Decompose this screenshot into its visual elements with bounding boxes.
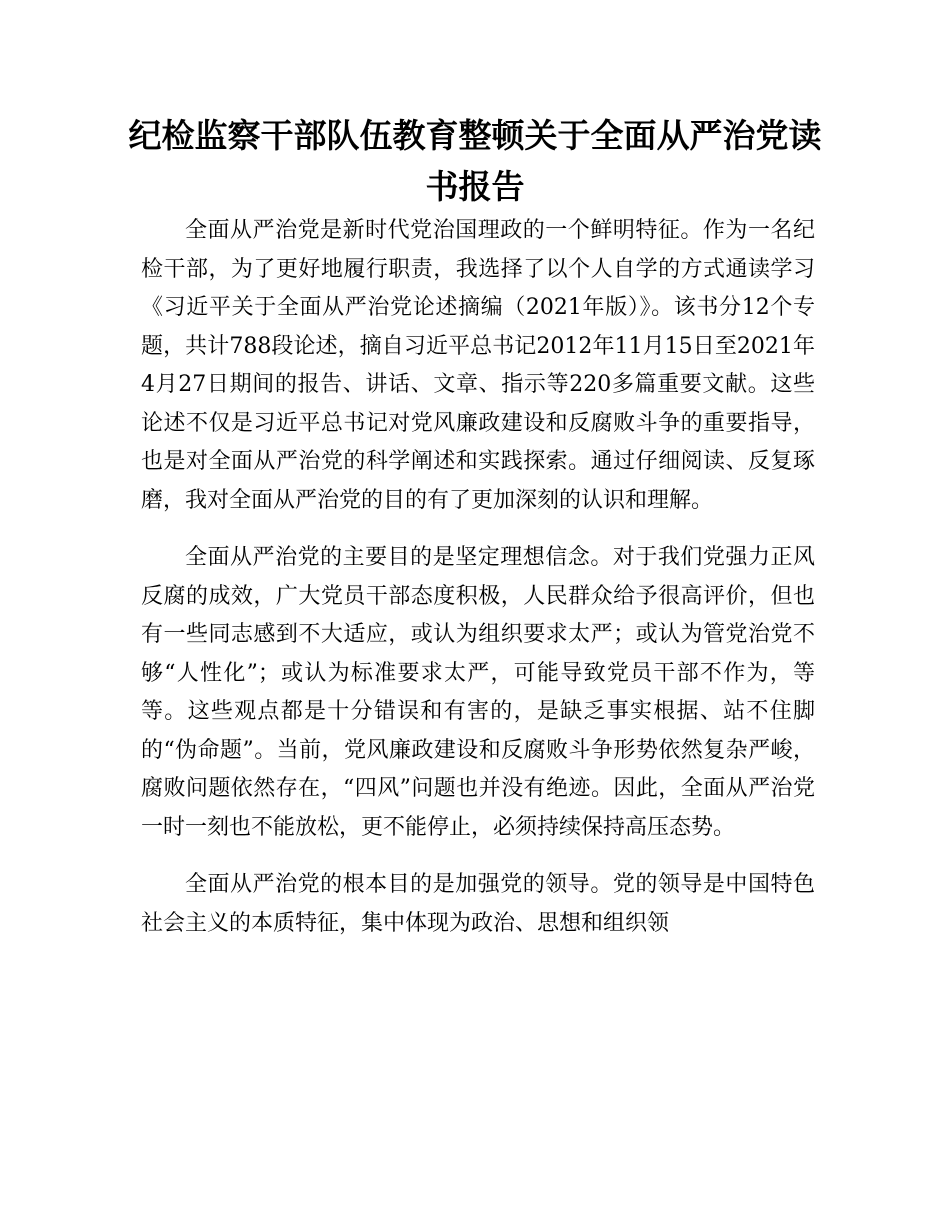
document-title: 纪检监察干部队伍教育整顿关于全面从严治党读书报告 [128, 116, 822, 206]
document-body [141, 212, 815, 962]
paragraph: 全面从严治党是新时代党治国理政的一个鲜明特征。作为一名纪检干部，为了更好地履行职责，我选择了以个人自学的方式通读学习《习近平关于全面从严治党论述摘编（2021年版）》。该书分12个专题，共计788段论述，摘自习近平总书记2012年11月15日至2021年4月27日期间的报告、讲话、文章、指示等220多篇重要文献。这些论述不仅是习近平总书记对党风廉政建设和反腐败斗争的重要指导，也是对全面从严治党的科学阐述和实践探索。通过仔细阅读、反复琢磨，我对全面从严治党的目的有了更加深刻的认识和理解。 [141, 218, 816, 513]
paragraph: 全面从严治党的根本目的是加强党的领导。党的领导是中国特色社会主义的本质特征，集中体现为政治、思想和组织领 [141, 872, 815, 936]
paragraph: 全面从严治党的主要目的是坚定理想信念。对于我们党强力正风反腐的成效，广大党员干部态度积极，人民群众给予很高评价，但也有一些同志感到不大适应，或认为组织要求太严；或认为管党治党不够“人性化”；或认为标准要求太严，可能导致党员干部不作为，等等。这些观点都是十分错误和有害的，是缺乏事实根据、站不住脚的“伪命题”。当前，党风廉政建设和反腐败斗争形势依然复杂严峻，腐败问题依然存在，“四风”问题也并没有绝迹。因此，全面从严治党一时一刻也不能放松，更不能停止，必须持续保持高压态势。 [141, 545, 815, 840]
